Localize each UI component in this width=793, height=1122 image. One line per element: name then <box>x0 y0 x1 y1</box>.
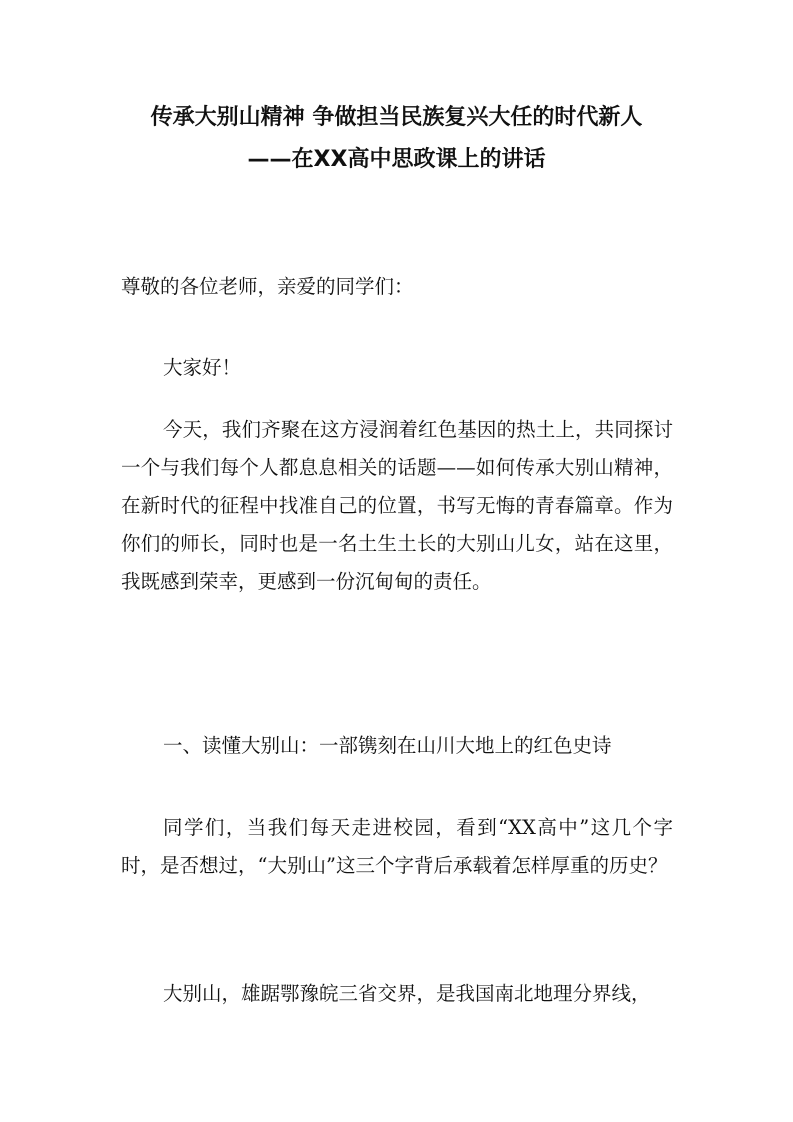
document-subtitle: ——在XX高中思政课上的讲话 <box>247 147 546 172</box>
intro-paragraph: 今天，我们齐聚在这方浸润着红色基因的热土上，共同探讨一个与我们每个人都息息相关的话题——如何传承大别山精神，在新时代的征程中找准自己的位置，书写无悔的青春篇章。作为你们的师长，同时也是一名土生土长的大别山儿女，站在这里，我既感到荣幸，更感到一份沉甸甸的责任。 <box>121 418 673 593</box>
salutation-paragraph: 尊敬的各位老师，亲爱的同学们： <box>121 275 414 298</box>
greeting-paragraph: 大家好！ <box>163 356 242 379</box>
body-paragraph: 同学们，当我们每天走进校园，看到“XX高中”这几个字时，是否想过，“大别山”这三个字背后承载着怎样厚重的历史？ <box>121 816 673 877</box>
document-title: 传承大别山精神 争做担当民族复兴大任的时代新人 <box>150 105 643 130</box>
body-paragraph: 大别山，雄踞鄂豫皖三省交界，是我国南北地理分界线， <box>163 982 651 1005</box>
section-heading: 一、读懂大别山：一部镌刻在山川大地上的红色史诗 <box>163 734 612 757</box>
